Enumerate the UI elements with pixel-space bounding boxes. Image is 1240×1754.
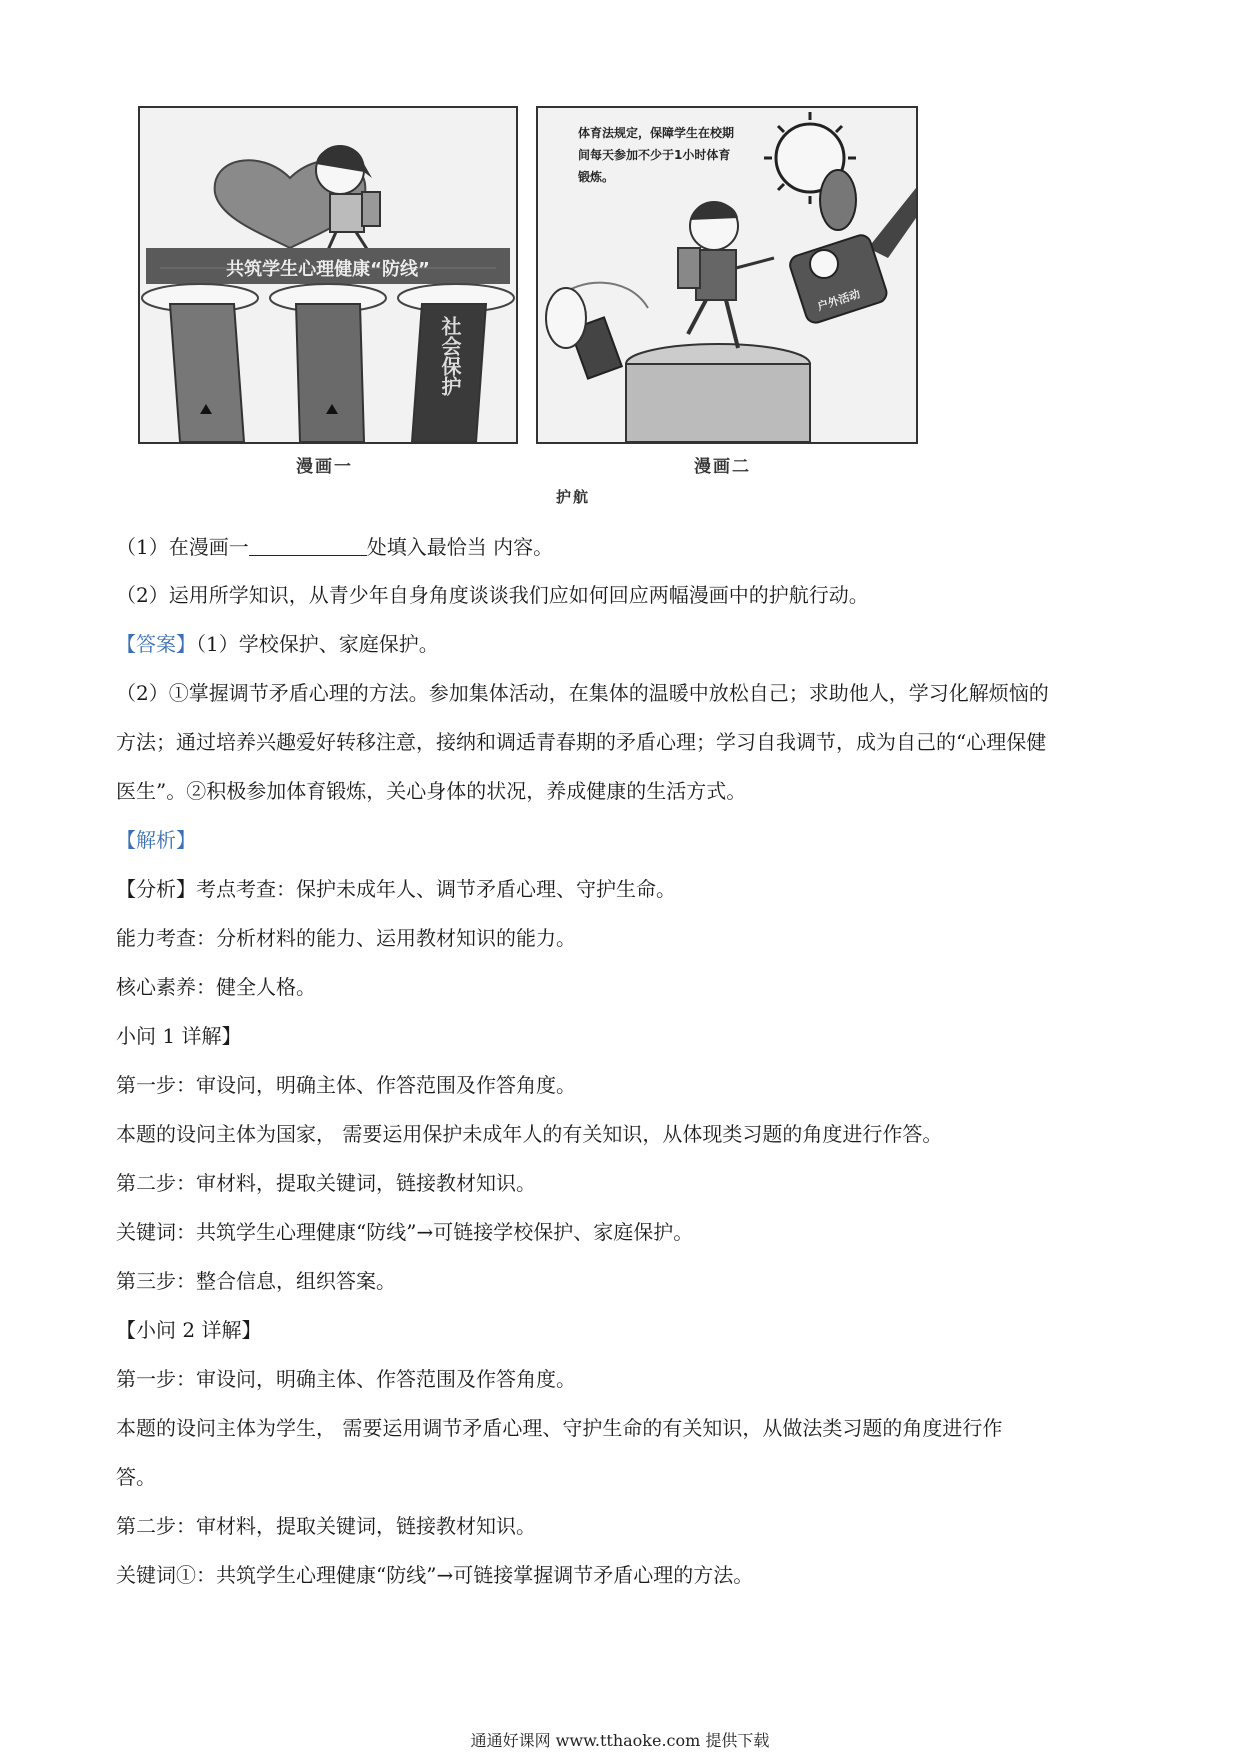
core-literacy-line: 核心素养：健全人格。 — [116, 975, 316, 999]
comic2-speech-text: 体育法规定，保障学生在校期间每天参加不少于1小时体育锻炼。 — [578, 126, 735, 184]
sub-two-step-two: 第二步：审材料，提取关键词，链接教材知识。 — [116, 1514, 536, 1538]
answer-blank — [249, 537, 367, 556]
sub-question-two-title: 【小问 2 详解】 — [116, 1318, 262, 1342]
answer-part-one: （1）学校保护、家庭保护。 — [196, 632, 439, 656]
answer-tag: 【答案】 — [116, 632, 196, 656]
answer-line — [116, 630, 439, 658]
analysis-focus: 【分析】考点考查：保护未成年人、调节矛盾心理、守护生命。 — [116, 877, 676, 901]
sub-two-step-one: 第一步：审设问，明确主体、作答范围及作答角度。 — [116, 1367, 576, 1391]
ability-line: 能力考查：分析材料的能力、运用教材知识的能力。 — [116, 926, 576, 950]
footer-source: 通通好课网 www.tthaoke.com 提供下载 — [470, 1731, 770, 1750]
question-one — [116, 533, 553, 561]
comic-group-label: 护航 — [556, 488, 591, 506]
comic-two-image — [536, 106, 918, 444]
sub-one-step-two: 第二步：审材料，提取关键词，链接教材知识。 — [116, 1171, 536, 1195]
comic1-column-label: 社会保护 — [438, 316, 462, 396]
answer-part-two-line-3: 医生”。②积极参加体育锻炼，关心身体的状况，养成健康的生活方式。 — [116, 779, 747, 803]
sub-two-subject-line-2: 答。 — [116, 1465, 156, 1489]
question-one-suffix: 处填入最恰当 内容。 — [366, 535, 554, 559]
comic-one-image — [138, 106, 518, 444]
analysis-tag: 【解析】 — [116, 828, 196, 852]
sub-one-subject: 本题的设问主体为国家， 需要运用保护未成年人的有关知识，从体现类习题的角度进行作答。 — [116, 1122, 943, 1146]
sub-one-keyword: 关键词：共筑学生心理健康“防线”→可链接学校保护、家庭保护。 — [116, 1220, 694, 1244]
question-two: （2）运用所学知识，从青少年自身角度谈谈我们应如何回应两幅漫画中的护航行动。 — [116, 583, 869, 607]
sub-two-keyword: 关键词①：共筑学生心理健康“防线”→可链接掌握调节矛盾心理的方法。 — [116, 1563, 754, 1587]
sub-one-step-one: 第一步：审设问，明确主体、作答范围及作答角度。 — [116, 1073, 576, 1097]
sub-two-subject-line-1: 本题的设问主体为学生， 需要运用调节矛盾心理、守护生命的有关知识，从做法类习题的角度进行作 — [116, 1416, 1003, 1440]
comic-two-caption: 漫画二 — [694, 457, 751, 477]
answer-part-two-line-2: 方法；通过培养兴趣爱好转移注意，接纳和调适青春期的矛盾心理；学习自我调节，成为自己的“心理保健 — [116, 730, 1047, 754]
question-one-prefix: （1）在漫画一 — [116, 535, 249, 559]
comic2-bag-label: 户外活动 — [815, 287, 862, 314]
comic-one-caption: 漫画一 — [296, 457, 353, 477]
answer-part-two-line-1: （2）①掌握调节矛盾心理的方法。参加集体活动，在集体的温暖中放松自己；求助他人，学习化解烦恼的 — [116, 681, 1049, 705]
comic1-banner-text: 共筑学生心理健康“防线” — [226, 259, 430, 280]
sub-one-step-three: 第三步：整合信息，组织答案。 — [116, 1269, 396, 1293]
sub-question-one-title: 小问 1 详解】 — [116, 1024, 242, 1048]
